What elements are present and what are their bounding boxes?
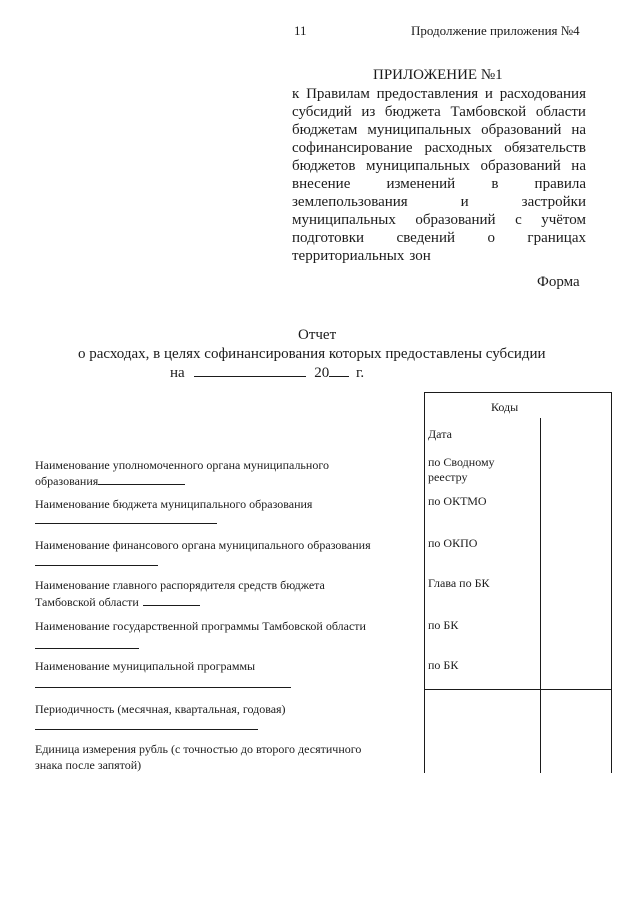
appendix-word: образований <box>480 158 561 174</box>
report-subtitle: о расходах, в целях софинансирования которых предоставлены субсидии <box>78 346 546 362</box>
appendix-word: территориальных <box>292 248 405 264</box>
appendix-word: бюджета <box>384 104 441 120</box>
field-main-manager-label: Наименование главного распорядителя средств бюджета <box>35 578 325 592</box>
codes-table-right-border <box>611 392 612 773</box>
codes-row-registry: по Сводному <box>428 455 495 469</box>
field-main-manager-label-cont <box>35 594 200 609</box>
appendix-word: подготовки <box>292 230 365 246</box>
field-periodicity-label: Периодичность (месячная, квартальная, годовая) <box>35 702 286 716</box>
codes-row-date: Дата <box>428 427 452 441</box>
appendix-line <box>292 121 586 139</box>
appendix-title: ПРИЛОЖЕНИЕ №1 <box>373 67 503 83</box>
year-blank[interactable] <box>329 362 349 377</box>
field-authorized-body-input[interactable] <box>98 473 185 485</box>
appendix-word: муниципальных <box>366 158 470 174</box>
appendix-word: расходных <box>424 140 493 156</box>
field-authorized-body-label-line2: образования <box>35 474 99 488</box>
appendix-word: бюджетам <box>292 122 358 138</box>
appendix-word: застройки <box>521 194 586 210</box>
appendix-word: землепользования <box>292 194 408 210</box>
field-state-program-input[interactable] <box>35 648 139 649</box>
field-finance-body-input[interactable] <box>35 565 158 566</box>
appendix-word: границах <box>527 230 586 246</box>
appendix-word: образований <box>481 122 562 138</box>
codes-row-oktmo: по ОКТМО <box>428 494 487 508</box>
appendix-word: субсидий <box>292 104 352 120</box>
appendix-word: образований <box>415 212 496 228</box>
field-main-manager-label-line2: Тамбовской области <box>35 595 139 609</box>
appendix-word: предоставления <box>376 86 479 102</box>
appendix-line <box>292 175 586 193</box>
field-state-program-label: Наименование государственной программы Тамбовской области <box>35 619 366 633</box>
field-unit-label-line2: знака после запятой) <box>35 758 142 772</box>
form-label: Форма <box>537 274 580 290</box>
codes-table-row-divider <box>424 689 612 690</box>
appendix-word: внесение <box>292 176 351 192</box>
appendix-line <box>292 229 586 247</box>
appendix-word: изменений <box>386 176 456 192</box>
field-periodicity-input[interactable] <box>35 729 258 730</box>
codes-row-okpo: по ОКПО <box>428 536 478 550</box>
appendix-word: о <box>487 230 495 246</box>
appendix-continuation-note: Продолжение приложения №4 <box>411 23 580 38</box>
codes-row-bk-state: по БК <box>428 618 459 632</box>
codes-row-registry-line2: реестру <box>428 470 468 484</box>
codes-table-left-border <box>424 392 425 773</box>
appendix-word: области <box>535 104 586 120</box>
appendix-line <box>292 211 586 229</box>
date-suffix: г. <box>355 365 365 381</box>
field-budget-label: Наименование бюджета муниципального образования <box>35 497 313 511</box>
field-municipal-program-input[interactable] <box>35 687 291 688</box>
field-authorized-body-label: Наименование уполномоченного органа муниципального <box>35 458 329 472</box>
codes-row-chapter-bk: Глава по БК <box>428 576 490 590</box>
field-finance-body-label: Наименование финансового органа муниципального образования <box>35 538 371 552</box>
appendix-word: к <box>292 86 300 102</box>
appendix-line <box>292 103 586 121</box>
date-prefix: на <box>170 365 185 381</box>
field-budget-input[interactable] <box>35 523 217 524</box>
page-number: 11 <box>294 23 307 38</box>
codes-table-top-border <box>424 392 612 393</box>
appendix-word: в <box>491 176 499 192</box>
appendix-line <box>292 193 586 211</box>
appendix-line <box>292 139 586 157</box>
report-date-line <box>170 362 364 382</box>
appendix-line <box>292 247 586 265</box>
appendix-word: из <box>361 104 376 120</box>
codes-table-header: Коды <box>491 400 519 414</box>
codes-table-column-divider <box>540 418 541 773</box>
field-unit-label: Единица измерения рубль (с точностью до второго десятичного <box>35 742 362 756</box>
appendix-word: Правилам <box>306 86 370 102</box>
appendix-word: учётом <box>541 212 586 228</box>
appendix-word: расходования <box>499 86 586 102</box>
appendix-word: бюджетов <box>292 158 356 174</box>
appendix-line <box>292 85 586 103</box>
appendix-word: обязательств <box>504 140 586 156</box>
field-authorized-body-label-cont <box>35 473 185 488</box>
appendix-word: и <box>460 194 469 210</box>
field-main-manager-input[interactable] <box>143 594 200 606</box>
appendix-line <box>292 157 586 175</box>
appendix-word: на <box>571 158 586 174</box>
appendix-word: и <box>484 86 493 102</box>
appendix-word: муниципальных <box>367 122 472 138</box>
appendix-word: на <box>571 122 586 138</box>
report-title: Отчет <box>298 327 337 343</box>
appendix-word: сведений <box>396 230 456 246</box>
appendix-word: софинансирование <box>292 140 413 156</box>
codes-row-bk-municipal: по БК <box>428 658 459 672</box>
appendix-word: муниципальных <box>292 212 396 228</box>
appendix-word: зон <box>409 248 431 264</box>
date-blank[interactable] <box>194 362 306 377</box>
field-municipal-program-label: Наименование муниципальной программы <box>35 659 256 673</box>
appendix-word: Тамбовской <box>450 104 527 120</box>
appendix-word: с <box>515 212 522 228</box>
date-year: 20 <box>314 365 330 381</box>
appendix-word: правила <box>534 176 586 192</box>
